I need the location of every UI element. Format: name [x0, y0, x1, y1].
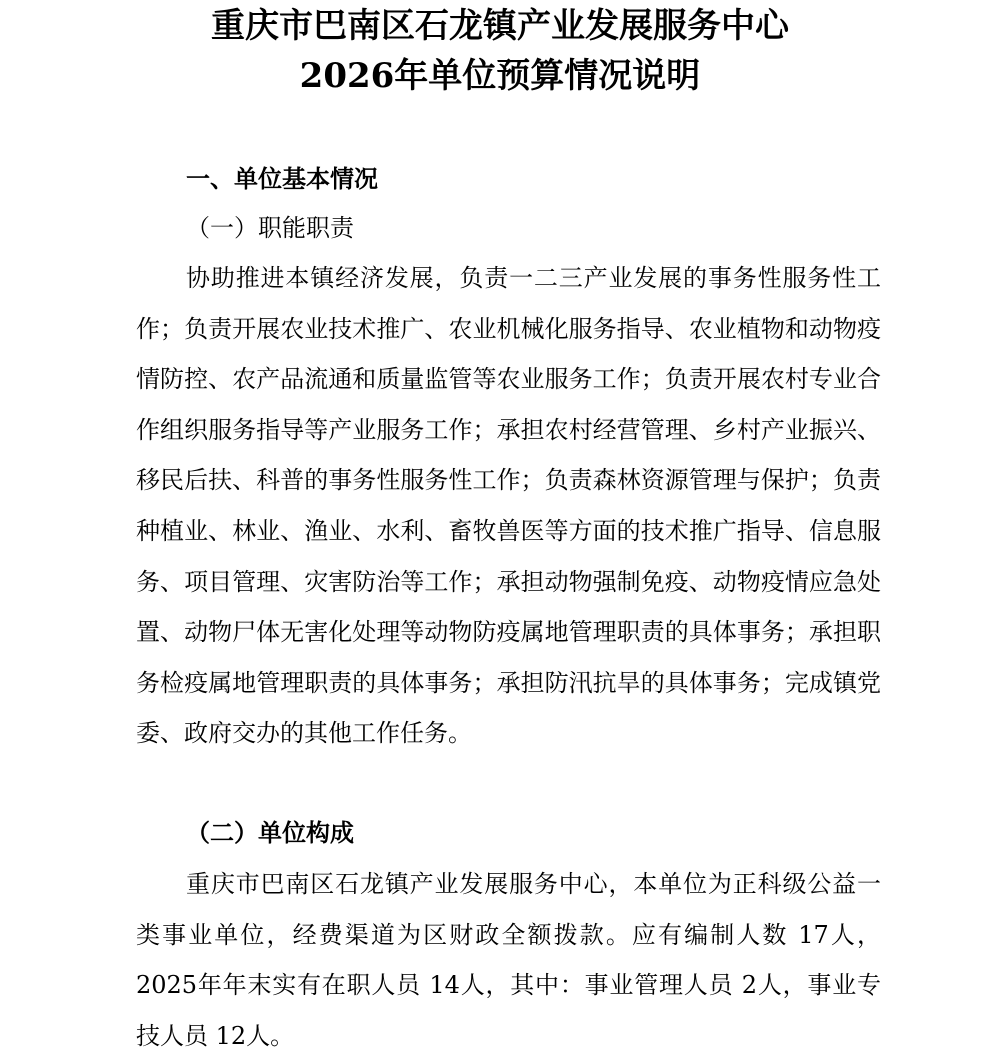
section-heading-basic-info: 一、单位基本情况	[186, 165, 378, 193]
document-title-line2: 2026年单位预算情况说明	[299, 56, 701, 96]
paragraph-duties: 协助推进本镇经济发展，负责一二三产业发展的事务性服务性工作；负责开展农业技术推广、农业机械化服务指导、农业植物和动物疫情防控、农产品流通和质量监管等农业服务工作；负责开展农村专业合作组织服务指导等产业服务工作；承担农村经营管理、乡村产业振兴、移民后扶、科普的事务性服务性工作；负责森林资源管理与保护；负责种植业、林业、渔业、水利、畜牧兽医等方面的技术推广指导、信息服务、项目管理、灾害防治等工作；承担动物强制免疫、动物疫情应急处置、动物尸体无害化处理等动物防疫属地管理职责的具体事务；承担职务检疫属地管理职责的具体事务；承担防汛抗旱的具体事务；完成镇党委、政府交办的其他工作任务。	[136, 264, 881, 748]
document-title-line1: 重庆市巴南区石龙镇产业发展服务中心	[211, 6, 789, 46]
paragraph-composition: 重庆市巴南区石龙镇产业发展服务中心，本单位为正科级公益一类事业单位，经费渠道为区财政全额拨款。应有编制人数 17人，2025年年末实有在职人员 14人，其中：事业管理人员 2人，事业专技人员 12人。	[136, 870, 881, 1050]
subsection-heading-composition: （二）单位构成	[186, 818, 354, 847]
subsection-heading-duties: （一）职能职责	[186, 214, 354, 242]
